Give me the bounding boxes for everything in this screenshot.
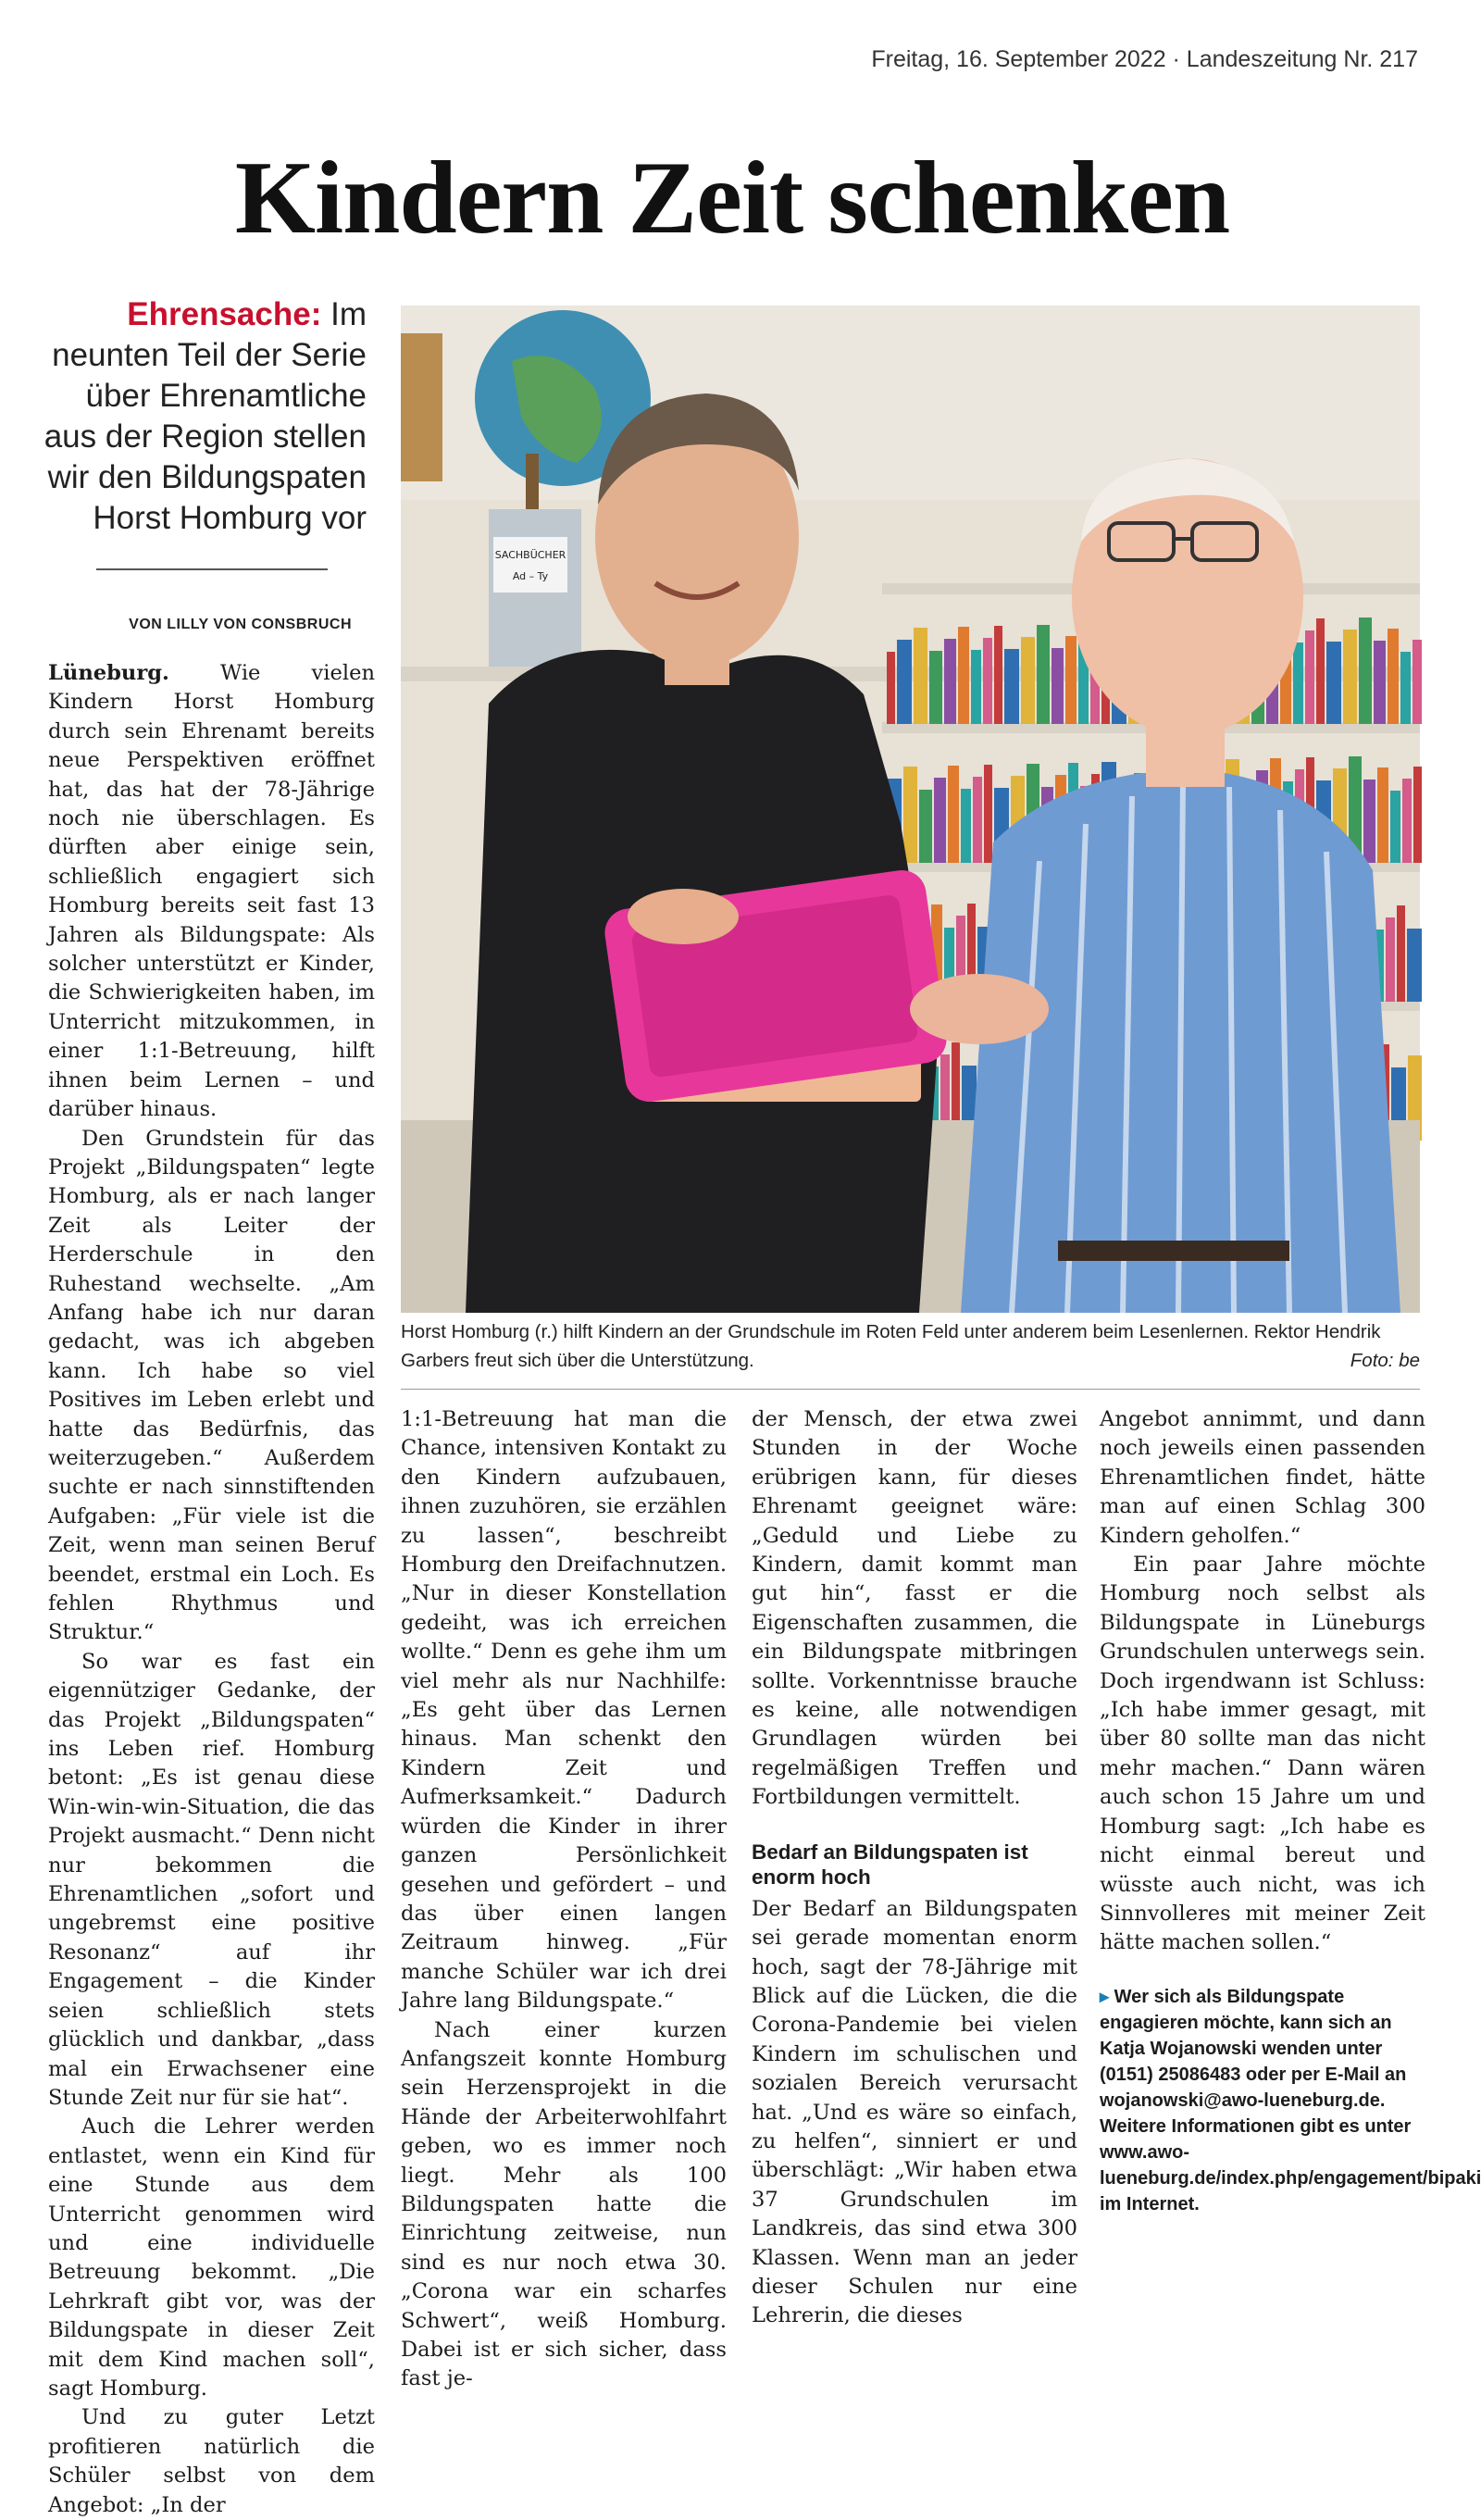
book-spine [1402, 779, 1412, 863]
dateline-place: Lüneburg. [48, 661, 169, 685]
caption-text: Horst Homburg (r.) hilft Kindern an der Grundschule im Roten Feld unter anderem beim Lesenlernen. Rektor Hendrik Garbers freut sich über die Unterstützung. [401, 1321, 1381, 1371]
book-spine [1386, 917, 1395, 1002]
book-spine [903, 767, 917, 863]
book-spine [1359, 618, 1372, 724]
photo-illustration [401, 306, 1420, 1313]
article-column-4 [1100, 1405, 1481, 2217]
article-paragraph: So war es fast ein eigennütziger Gedanke, der das Projekt „Bildungspaten“ ins Leben rief. Homburg betont: „Es ist genau diese Win-win-win-Situation, die das Projekt ausmacht.“ Denn nicht nur bekommen die Ehrenamtlichen „sofort und ungebremst eine positive Resonanz“ auf ihr Engagement – die Kinder seien schließlich stets glücklich und dankbar, „dass mal ein Erwachsener eine Stunde Zeit nur für sie hat“. [48, 1649, 375, 2110]
book-spine [1363, 780, 1375, 863]
book-spine [1316, 618, 1325, 724]
book-spine [1388, 629, 1399, 724]
svg-text:Ad – Ty: Ad – Ty [512, 570, 549, 582]
book-spine [1377, 767, 1388, 863]
book-spine [887, 652, 895, 724]
article-column-1 [48, 659, 375, 2520]
article-paragraph: Der Bedarf an Bildungspaten sei gerade momentan enorm hoch, sagt der 78-Jährige mit Blick auf die Lücken, die die Corona-Pandemie bei vielen Kindern im schulischen und sozialen Bereich verursacht hat. „Und es wäre so einfach, zu helfen“, sinniert er und überschlägt: „Wir haben etwa 37 Grundschulen im Landkreis, das sind etwa 300 Klassen. Wenn man an jeder dieser Schulen nur eine Lehrerin, die dieses [752, 1896, 1077, 2328]
intro-divider [96, 568, 328, 570]
book-spine [1397, 905, 1405, 1002]
book-spine [971, 650, 981, 724]
intro-text: Im neunten Teil der Serie über Ehrenamtliche aus der Region stellen wir den Bildungspaten Horst Homburg vor [44, 296, 367, 536]
headline: Kindern Zeit schenken [234, 141, 1230, 256]
article-column-2 [401, 1405, 727, 2394]
book-spine [994, 626, 1002, 724]
intro-kicker: Ehrensache: [127, 296, 322, 332]
article-paragraph: Angebot annimmt, und dann noch jeweils einen passenden Ehrenamtlichen findet, hätte man auf einen Schlag 300 Kindern geholfen.“ [1100, 1407, 1425, 1548]
article-paragraph: der Mensch, der etwa zwei Stunden in der Woche erübrigen kann, für dieses Ehrenamt geeignet wäre: „Geduld und Liebe zu Kindern, damit kommt man gut hin“, fasst er die Eigenschaften zusammen, die ein Bildungspate mitbringen sollte. Vorkenntnisse brauche es keine, alle notwendigen Grundlagen würden bei regelmäßigen Treffen und Fortbildungen vermittelt. [752, 1407, 1077, 1810]
book-spine [1400, 652, 1411, 724]
dateline: Freitag, 16. September 2022 · Landeszeitung Nr. 217 [871, 46, 1418, 72]
photo-credit: Foto: be [1350, 1350, 1420, 1371]
caption-divider [401, 1389, 1420, 1390]
book-spine [1407, 929, 1422, 1002]
book-spine [1374, 641, 1386, 724]
book-spine [973, 777, 982, 863]
article-paragraph: Auch die Lehrer werden entlastet, wenn ein Kind für eine Stunde aus dem Unterricht genommen wird und eine individuelle Betreuung bekommt. „Die Lehrkraft gibt vor, was der Bildungspate in dieser Zeit mit dem Kind machen soll“, sagt Homburg. [48, 2115, 375, 2401]
book-spine [1326, 642, 1341, 724]
photo-caption [401, 1317, 1420, 1375]
info-text: Wer sich als Bildungspate engagieren möchte, kann sich an Katja Wojanowski wenden unter (0151) 25086483 oder per E-Mail an wojanowski@awo-lueneburg.de. Weitere Informationen gibt es unter www.awo-lueneburg.de/index.php/engagement/bipaki im Internet. [1100, 1986, 1481, 2214]
article-paragraph: Nach einer kurzen Anfangszeit konnte Homburg sein Herzensprojekt in die Hände der Arbeiterwohlfahrt geben, wo es immer noch liegt. Mehr als 100 Bildungspaten hatte die Einrichtung zeitweise, nun sind es nur noch etwa 30. „Corona war ein scharfes Schwert“, weiß Homburg. Dabei ist er sich sicher, dass fast je- [401, 2017, 727, 2391]
book-spine [934, 778, 946, 863]
book-spine [1293, 642, 1303, 724]
book-spine [1343, 630, 1357, 724]
book-spine [897, 640, 912, 724]
book-spine [948, 766, 959, 863]
shelf-sign [493, 537, 567, 593]
book-spine [1413, 640, 1422, 724]
article-paragraph: Und zu guter Letzt profitieren natürlich die Schüler selbst von dem Angebot: „In der [48, 2405, 375, 2517]
book-spine [958, 627, 969, 724]
article-paragraph: Den Grundstein für das Projekt „Bildungspaten“ legte Homburg, als er nach langer Zeit als Leiter der Herderschule in den Ruhestand wechselte. „Am Anfang habe ich nur daran gedacht, was ich abgeben kann. Ich habe so viel Positives im Leben erlebt und hatte das Bedürfnis, das weiterzugeben.“ Außerdem suchte er nach sinnstiftenden Aufgaben: „Für viele ist die Zeit, wenn man seinen Beruf beendet, erstmal ein Loch. Es fehlen Rhythmus und Struktur.“ [48, 1126, 375, 1645]
book-spine [929, 651, 942, 724]
info-box [1100, 1984, 1481, 2217]
book-spine [944, 639, 956, 724]
book-spine [1004, 649, 1019, 724]
book-spine [984, 765, 992, 863]
article-column-3 [752, 1405, 1077, 2331]
triangle-marker-icon: ▸ [1100, 1986, 1110, 2007]
book-spine [983, 638, 992, 724]
book-spine [914, 628, 927, 724]
book-spine [1021, 637, 1035, 724]
intro-teaser [37, 294, 367, 539]
section-subhead: Bedarf an Bildungspaten ist enorm hoch [752, 1840, 1028, 1889]
book-spine [1065, 636, 1077, 724]
book-spine [1390, 791, 1400, 863]
book-spine [919, 790, 932, 863]
article-photo [401, 306, 1420, 1313]
book-spine [1052, 648, 1064, 724]
book-spine [1037, 625, 1050, 724]
book-spine [1305, 630, 1314, 724]
svg-text:SACHBÜCHER: SACHBÜCHER [494, 549, 566, 561]
article-paragraph: Ein paar Jahre möchte Homburg noch selbst als Bildungspate in Lüneburgs Grundschulen unterwegs sein. Doch irgendwann ist Schluss: „Ich habe immer gesagt, mit über 80 sollte man das nicht mehr machen.“ Dann wären auch schon 15 Jahre um und Homburg sagt: „Ich habe es nicht einmal bereut und wüsste auch nicht, was ich Sinnvolleres mit meiner Zeit hätte machen sollen.“ [1100, 1553, 1425, 1955]
book-spine [961, 789, 971, 863]
article-paragraph: 1:1-Betreuung hat man die Chance, intensiven Kontakt zu den Kindern aufzubauen, ihnen zuzuhören, sie erzählen zu lassen“, beschreibt Homburg den Dreifachnutzen. „Nur in dieser Konstellation gedeiht, was ich erreichen wollte.“ Denn es gehe ihm um viel mehr als nur Nachhilfe: „Es geht über das Lernen hinaus. Man schenkt den Kindern Zeit und Aufmerksamkeit.“ Dadurch würden die Kinder in ihrer ganzen Persönlichkeit gesehen und gefördert – und das über einen langen Zeitraum hinweg. „Für manche Schüler war ich drei Jahre lang Bildungspate.“ [401, 1407, 727, 2014]
byline: VON LILLY VON CONSBRUCH [129, 617, 352, 632]
article-paragraph: Lüneburg. Wie vielen Kindern Horst Homburg durch sein Ehrenamt bereits neue Perspektiven eröffnet hat, das hat der 78-Jährige noch nie überschlagen. Es dürften aber einige sein, schließlich engagiert sich Homburg bereits seit fast 13 Jahren als Bildungspate: Als solcher unterstützt er Kinder, die Schwierigkeiten haben, im Unterricht mitzukommen, in einer 1:1-Betreuung, hilft ihnen beim Lernen – und darüber hinaus. [48, 661, 375, 1122]
book-spine [1413, 767, 1422, 863]
